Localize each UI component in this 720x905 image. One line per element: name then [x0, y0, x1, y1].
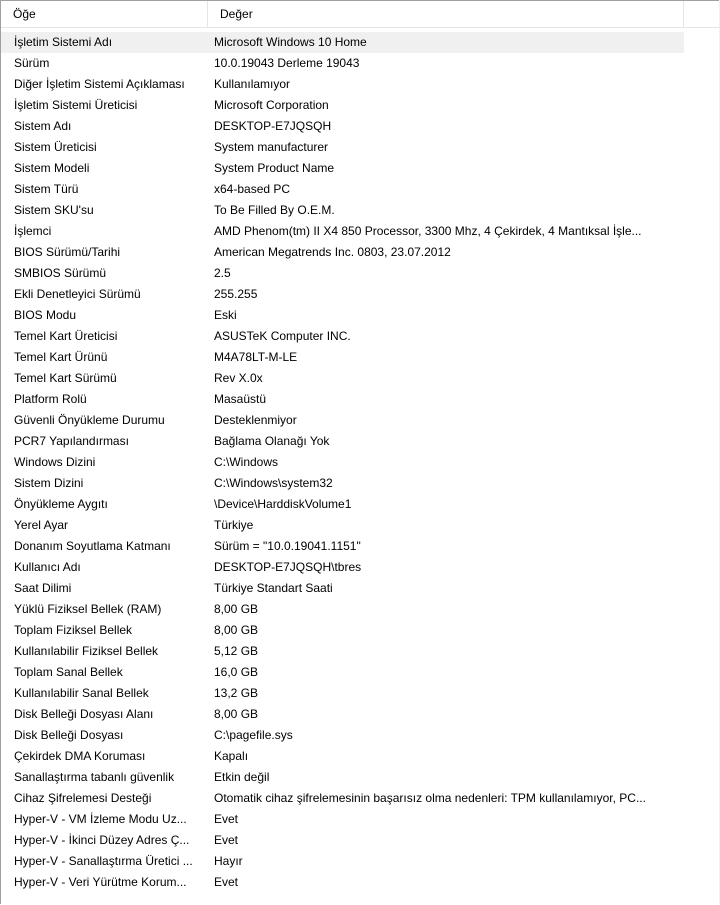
table-row[interactable]	[1, 683, 719, 704]
table-row[interactable]	[1, 305, 719, 326]
row-value-cell: Eski	[214, 308, 237, 322]
row-value-cell: 8,00 GB	[214, 602, 259, 616]
table-row[interactable]	[1, 557, 719, 578]
row-item-cell: Donanım Soyutlama Katmanı	[14, 539, 171, 553]
row-value-cell: 5,12 GB	[214, 644, 259, 658]
row-item-cell: Toplam Fiziksel Bellek	[14, 623, 133, 637]
row-value-cell: Otomatik cihaz şifrelemesinin başarısız olma nedenleri: TPM kullanılamıyor, PC...	[214, 791, 646, 805]
row-item-cell: Kullanıcı Adı	[14, 560, 81, 574]
table-row[interactable]	[1, 32, 719, 53]
table-row[interactable]	[1, 746, 719, 767]
table-row[interactable]	[1, 410, 719, 431]
row-value-cell: Evet	[214, 833, 239, 847]
table-row[interactable]	[1, 368, 719, 389]
table-row[interactable]	[1, 95, 719, 116]
row-value-cell: DESKTOP-E7JQSQH	[214, 119, 332, 133]
table-row[interactable]	[1, 179, 719, 200]
row-value-cell: x64-based PC	[214, 182, 291, 196]
row-value-cell: 2.5	[214, 266, 231, 280]
table-row[interactable]	[1, 788, 719, 809]
table-row[interactable]	[1, 725, 719, 746]
table-row[interactable]	[1, 641, 719, 662]
row-item-cell: Yüklü Fiziksel Bellek (RAM)	[14, 602, 162, 616]
row-item-cell: Temel Kart Ürünü	[14, 350, 108, 364]
row-value-cell: Kapalı	[214, 749, 249, 763]
row-value-cell: 8,00 GB	[214, 707, 259, 721]
table-row[interactable]	[1, 284, 719, 305]
row-item-cell: Hyper-V - İkinci Düzey Adres Ç...	[14, 833, 190, 847]
row-item-cell: Hyper-V - Veri Yürütme Korum...	[14, 875, 187, 889]
row-item-cell: Disk Belleği Dosyası Alanı	[14, 707, 154, 721]
column-header-item[interactable]: Öğe	[1, 1, 208, 27]
table-row[interactable]	[1, 137, 719, 158]
row-value-cell: Microsoft Corporation	[214, 98, 329, 112]
table-row[interactable]	[1, 116, 719, 137]
table-row[interactable]	[1, 536, 719, 557]
row-item-cell: Diğer İşletim Sistemi Açıklaması	[14, 77, 185, 91]
row-value-cell: DESKTOP-E7JQSQH\tbres	[214, 560, 362, 574]
row-item-cell: Kullanılabilir Sanal Bellek	[14, 686, 149, 700]
table-row[interactable]	[1, 515, 719, 536]
row-value-cell: Rev X.0x	[214, 371, 263, 385]
table-row[interactable]	[1, 431, 719, 452]
list-body	[1, 32, 719, 893]
row-value-cell: \Device\HarddiskVolume1	[214, 497, 352, 511]
row-item-cell: Toplam Sanal Bellek	[14, 665, 123, 679]
table-row[interactable]	[1, 767, 719, 788]
row-item-cell: BIOS Modu	[14, 308, 77, 322]
row-item-cell: Sistem Adı	[14, 119, 72, 133]
table-row[interactable]	[1, 473, 719, 494]
table-row[interactable]	[1, 452, 719, 473]
row-item-cell: Hyper-V - VM İzleme Modu Uz...	[14, 812, 187, 826]
row-item-cell: İşlemci	[14, 224, 52, 238]
row-value-cell: AMD Phenom(tm) II X4 850 Processor, 3300 Mhz, 4 Çekirdek, 4 Mantıksal İşle...	[214, 224, 642, 238]
row-value-cell: Etkin değil	[214, 770, 270, 784]
table-row[interactable]	[1, 221, 719, 242]
row-item-cell: SMBIOS Sürümü	[14, 266, 107, 280]
row-item-cell: Saat Dilimi	[14, 581, 72, 595]
list-header	[1, 1, 719, 28]
table-row[interactable]	[1, 851, 719, 872]
row-item-cell: Hyper-V - Sanallaştırma Üretici ...	[14, 854, 193, 868]
row-item-cell: Temel Kart Sürümü	[14, 371, 117, 385]
row-value-cell: M4A78LT-M-LE	[214, 350, 298, 364]
row-value-cell: 13,2 GB	[214, 686, 259, 700]
row-value-cell: American Megatrends Inc. 0803, 23.07.2012	[214, 245, 451, 259]
row-item-cell: Windows Dizini	[14, 455, 96, 469]
table-row[interactable]	[1, 326, 719, 347]
table-row[interactable]	[1, 494, 719, 515]
row-item-cell: PCR7 Yapılandırması	[14, 434, 129, 448]
row-value-cell: ASUSTeK Computer INC.	[214, 329, 351, 343]
row-value-cell: 10.0.19043 Derleme 19043	[214, 56, 360, 70]
row-item-cell: Ekli Denetleyici Sürümü	[14, 287, 141, 301]
row-value-cell: System Product Name	[214, 161, 335, 175]
table-row[interactable]	[1, 599, 719, 620]
row-item-cell: İşletim Sistemi Üreticisi	[14, 98, 138, 112]
table-row[interactable]	[1, 347, 719, 368]
table-row[interactable]	[1, 53, 719, 74]
table-row[interactable]	[1, 158, 719, 179]
row-value-cell: 255.255	[214, 287, 258, 301]
row-item-cell: Önyükleme Aygıtı	[14, 497, 108, 511]
row-item-cell: Sistem Dizini	[14, 476, 84, 490]
row-item-cell: BIOS Sürümü/Tarihi	[14, 245, 121, 259]
row-item-cell: Disk Belleği Dosyası	[14, 728, 124, 742]
row-item-cell: Cihaz Şifrelemesi Desteği	[14, 791, 152, 805]
table-row[interactable]	[1, 872, 719, 893]
row-value-cell: C:\Windows	[214, 455, 279, 469]
row-value-cell: C:\Windows\system32	[214, 476, 333, 490]
row-value-cell: Microsoft Windows 10 Home	[208, 32, 684, 53]
row-item-cell: Sistem Türü	[14, 182, 79, 196]
row-item-cell: Sistem Modeli	[14, 161, 90, 175]
row-value-cell: 8,00 GB	[214, 623, 259, 637]
row-item-cell: Temel Kart Üreticisi	[14, 329, 118, 343]
table-row[interactable]	[1, 242, 719, 263]
row-value-cell: To Be Filled By O.E.M.	[214, 203, 335, 217]
table-row[interactable]	[1, 809, 719, 830]
table-row[interactable]	[1, 620, 719, 641]
table-row[interactable]	[1, 704, 719, 725]
row-value-cell: Kullanılamıyor	[214, 77, 291, 91]
row-item-cell: Sürüm	[14, 56, 50, 70]
row-value-cell: C:\pagefile.sys	[214, 728, 293, 742]
row-item-cell: Güvenli Önyükleme Durumu	[14, 413, 165, 427]
row-item-cell: Kullanılabilir Fiziksel Bellek	[14, 644, 159, 658]
row-item-cell: Platform Rolü	[14, 392, 87, 406]
row-value-cell: Desteklenmiyor	[214, 413, 297, 427]
table-row[interactable]	[1, 200, 719, 221]
column-header-value[interactable]: Değer	[208, 1, 684, 27]
table-row[interactable]	[1, 389, 719, 410]
table-row[interactable]	[1, 263, 719, 284]
row-value-cell: Evet	[214, 875, 239, 889]
row-value-cell: System manufacturer	[214, 140, 329, 154]
column-header-filler	[684, 1, 719, 27]
row-item-cell: Sistem Üreticisi	[14, 140, 97, 154]
row-item-cell: Sistem SKU'su	[14, 203, 94, 217]
row-value-cell: Bağlama Olanağı Yok	[214, 434, 330, 448]
row-value-cell: 16,0 GB	[214, 665, 259, 679]
table-row[interactable]	[1, 578, 719, 599]
row-item-cell: Sanallaştırma tabanlı güvenlik	[14, 770, 175, 784]
row-value-cell: Sürüm = "10.0.19041.1151"	[214, 539, 361, 553]
row-value-cell: Türkiye	[214, 518, 254, 532]
table-row[interactable]	[1, 662, 719, 683]
row-value-cell: Masaüstü	[214, 392, 267, 406]
row-item-cell: Çekirdek DMA Koruması	[14, 749, 146, 763]
row-value-cell: Evet	[214, 812, 239, 826]
row-item-cell: Yerel Ayar	[14, 518, 69, 532]
row-value-cell: Türkiye Standart Saati	[214, 581, 333, 595]
table-row[interactable]	[1, 830, 719, 851]
row-item-cell: İşletim Sistemi Adı	[1, 32, 208, 53]
table-row[interactable]	[1, 74, 719, 95]
row-value-cell: Hayır	[214, 854, 243, 868]
